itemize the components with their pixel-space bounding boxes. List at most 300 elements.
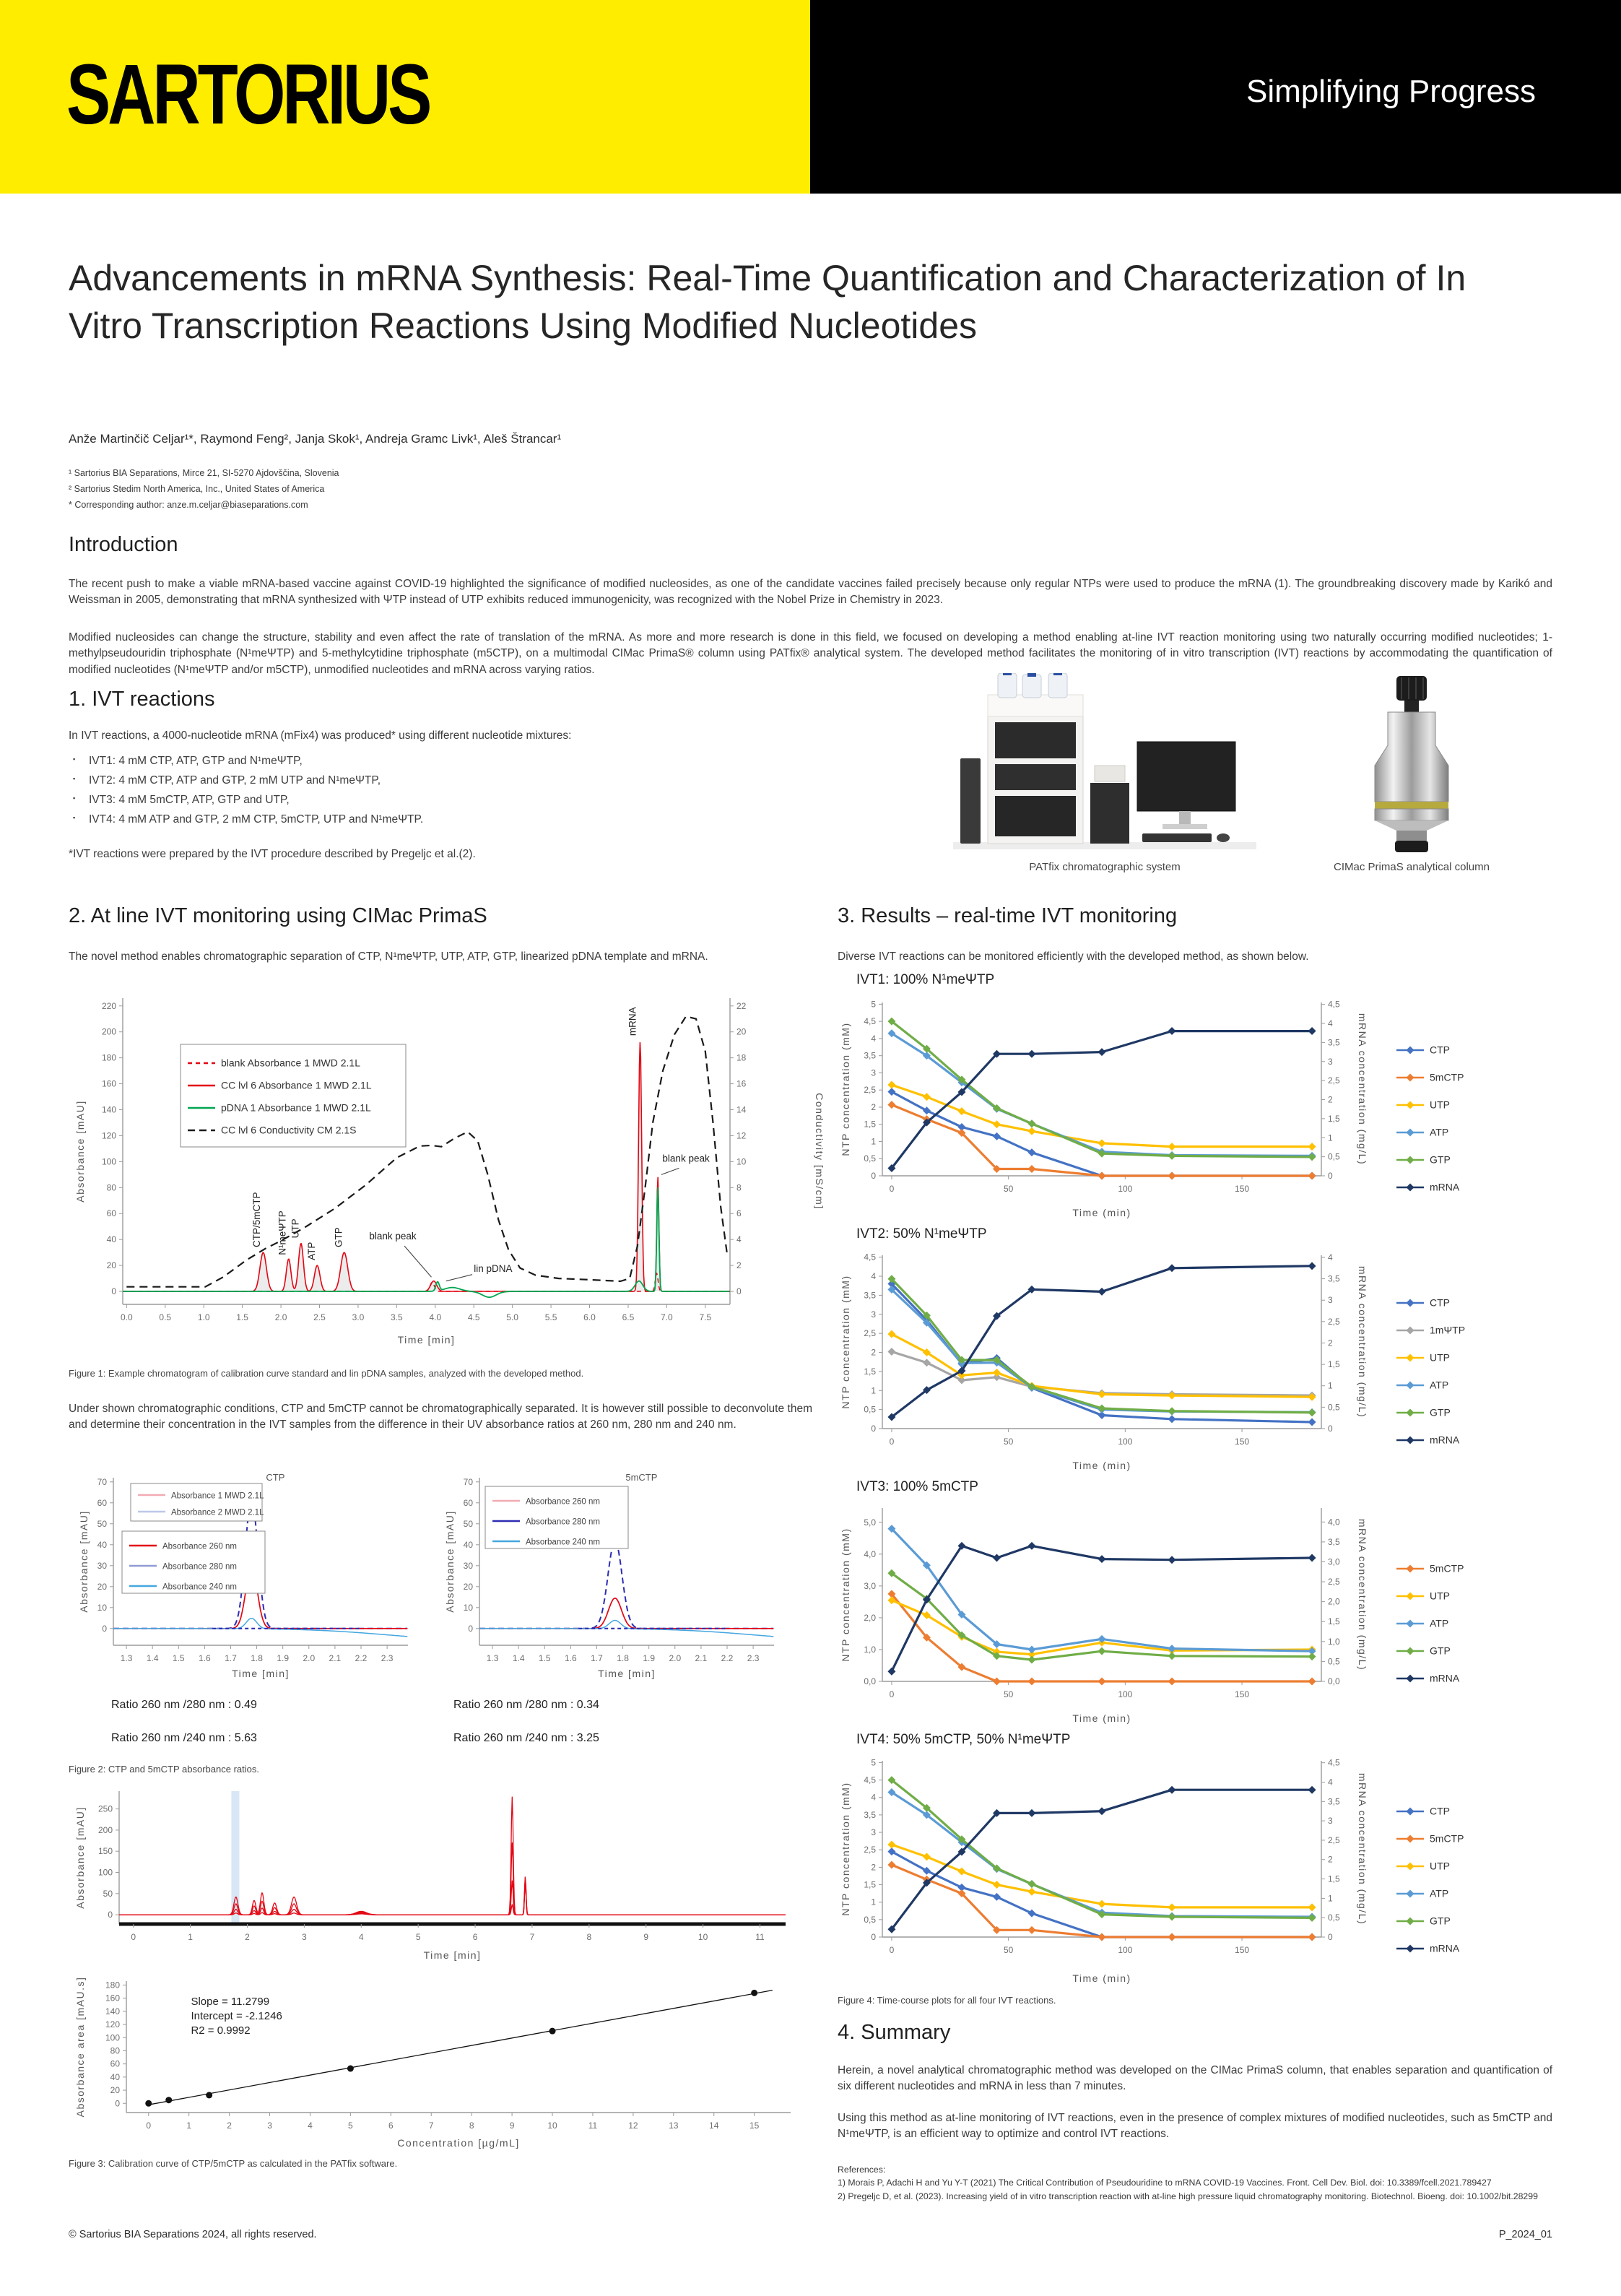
svg-text:mRNA concentration (mg/L): mRNA concentration (mg/L) — [1357, 1772, 1368, 1925]
svg-text:R2 = 0.9992: R2 = 0.9992 — [191, 2024, 251, 2037]
svg-text:100: 100 — [105, 2032, 120, 2043]
affiliation-3: * Corresponding author: anze.m.celjar@biaseparations.com — [69, 499, 308, 510]
svg-text:3.0: 3.0 — [352, 1312, 365, 1322]
references-label: References: — [838, 2165, 886, 2175]
patfix-system-image — [953, 673, 1256, 854]
svg-text:N¹meΨTP: N¹meΨTP — [277, 1210, 288, 1255]
svg-text:0: 0 — [146, 2120, 152, 2131]
svg-text:1.5: 1.5 — [236, 1312, 248, 1322]
svg-text:5.0: 5.0 — [506, 1312, 518, 1322]
svg-text:60: 60 — [106, 1208, 116, 1219]
svg-text:60: 60 — [97, 1497, 107, 1508]
svg-text:1.3: 1.3 — [120, 1653, 133, 1663]
svg-text:0: 0 — [889, 1689, 895, 1699]
svg-text:1,5: 1,5 — [864, 1366, 876, 1377]
svg-text:1mΨTP: 1mΨTP — [1430, 1324, 1466, 1336]
svg-text:1,0: 1,0 — [1328, 1636, 1340, 1647]
figure2-5mctp-chart — [442, 1466, 781, 1683]
svg-text:2: 2 — [871, 1347, 876, 1358]
svg-text:1.9: 1.9 — [643, 1653, 656, 1663]
svg-text:4,5: 4,5 — [1328, 999, 1340, 1010]
poster-title: Advancements in mRNA Synthesis: Real-Time Quantification and Characterization of In Vitro Transcription Reactions Using Modified Nucleotides — [69, 258, 1466, 346]
svg-text:4: 4 — [358, 1932, 364, 1942]
svg-text:5: 5 — [871, 1757, 876, 1768]
svg-text:1: 1 — [871, 1136, 876, 1147]
svg-text:50: 50 — [97, 1518, 107, 1529]
svg-text:UTP: UTP — [1430, 1860, 1450, 1872]
svg-text:2: 2 — [1328, 1854, 1333, 1865]
svg-text:3: 3 — [1328, 1056, 1333, 1067]
svg-text:80: 80 — [106, 1182, 116, 1193]
svg-text:CTP: CTP — [1430, 1044, 1450, 1056]
svg-text:6: 6 — [388, 2120, 394, 2131]
svg-text:GTP: GTP — [1430, 1153, 1451, 1166]
svg-text:1.6: 1.6 — [565, 1653, 577, 1663]
svg-text:8: 8 — [586, 1932, 592, 1942]
svg-text:2: 2 — [245, 1932, 250, 1942]
section2-heading: 2. At line IVT monitoring using CIMac PrimaS — [69, 904, 487, 927]
svg-text:140: 140 — [105, 2006, 120, 2016]
svg-text:Conductivity [mS/cm]: Conductivity [mS/cm] — [814, 1093, 825, 1210]
ivt3-chart — [838, 1496, 1560, 1728]
svg-text:4: 4 — [1328, 1777, 1333, 1788]
svg-text:50: 50 — [1003, 1184, 1014, 1194]
svg-text:8: 8 — [469, 2120, 474, 2131]
svg-text:0: 0 — [115, 2098, 120, 2109]
svg-text:Absorbance 280 nm: Absorbance 280 nm — [526, 1517, 600, 1527]
svg-text:1.7: 1.7 — [225, 1653, 237, 1663]
svg-text:4.5: 4.5 — [467, 1312, 480, 1322]
svg-text:0: 0 — [871, 1171, 876, 1181]
svg-text:Concentration [µg/mL]: Concentration [µg/mL] — [397, 2137, 520, 2149]
svg-text:4.0: 4.0 — [429, 1312, 442, 1322]
svg-text:2,0: 2,0 — [1328, 1596, 1340, 1607]
svg-text:NTP concentration (mM): NTP concentration (mM) — [840, 1275, 851, 1409]
svg-text:6: 6 — [736, 1208, 742, 1219]
svg-text:5.5: 5.5 — [544, 1312, 557, 1322]
figure4-caption: Figure 4: Time-course plots for all four IVT reactions. — [838, 1995, 1056, 2006]
svg-text:mRNA: mRNA — [1430, 1942, 1460, 1954]
svg-text:160: 160 — [105, 1993, 120, 2003]
svg-text:60: 60 — [463, 1497, 473, 1508]
svg-text:3,5: 3,5 — [864, 1290, 876, 1301]
svg-text:UTP: UTP — [1430, 1590, 1450, 1602]
figure1-chromatogram — [72, 988, 827, 1349]
svg-text:20: 20 — [463, 1581, 473, 1592]
svg-text:Absorbance 2 MWD 2.1L: Absorbance 2 MWD 2.1L — [171, 1508, 264, 1517]
ctp-ratio-280: Ratio 260 nm /280 nm : 0.49 — [111, 1699, 257, 1711]
summary-paragraph-2: Using this method as at-line monitoring of IVT reactions, even in the presence of complex mixtures of modified nucleotides, such as 5mCTP and N¹meΨTP, is an efficient way to optimize and control IVT reactions. — [838, 2112, 1552, 2141]
svg-text:1.0: 1.0 — [197, 1312, 210, 1322]
footer-copyright: © Sartorius BIA Separations 2024, all rights reserved. — [69, 2229, 317, 2240]
svg-text:3,0: 3,0 — [864, 1580, 876, 1591]
svg-text:3: 3 — [302, 1932, 307, 1942]
svg-text:1.3: 1.3 — [486, 1653, 499, 1663]
footer-document-code: P_2024_01 — [1498, 2229, 1552, 2240]
svg-text:20: 20 — [106, 1260, 116, 1271]
svg-text:Absorbance [mAU]: Absorbance [mAU] — [74, 1100, 86, 1203]
svg-text:4: 4 — [308, 2120, 313, 2131]
svg-text:Absorbance 280 nm: Absorbance 280 nm — [162, 1562, 237, 1572]
ivt2-chart — [838, 1244, 1560, 1475]
svg-text:12: 12 — [628, 2120, 638, 2131]
svg-text:2,5: 2,5 — [864, 1085, 876, 1096]
svg-text:Absorbance 260 nm: Absorbance 260 nm — [162, 1542, 237, 1551]
svg-text:1.4: 1.4 — [512, 1653, 525, 1663]
section4-heading: 4. Summary — [838, 2021, 951, 2044]
svg-text:7.5: 7.5 — [699, 1312, 712, 1322]
svg-text:3,5: 3,5 — [1328, 1796, 1340, 1807]
list-item: ▪ IVT3: 4 mM 5mCTP, ATP, GTP and UTP, — [89, 794, 928, 807]
svg-text:mRNA: mRNA — [1430, 1181, 1460, 1193]
svg-text:1.9: 1.9 — [277, 1653, 290, 1663]
svg-text:10: 10 — [736, 1156, 747, 1167]
svg-text:2,5: 2,5 — [1328, 1834, 1340, 1845]
svg-text:5mCTP: 5mCTP — [625, 1472, 658, 1483]
svg-text:1.8: 1.8 — [251, 1653, 263, 1663]
intro-heading: Introduction — [69, 533, 178, 556]
svg-text:3,5: 3,5 — [1328, 1037, 1340, 1048]
svg-text:10: 10 — [463, 1602, 473, 1613]
svg-text:2,5: 2,5 — [1328, 1316, 1340, 1327]
ivt4-chart — [838, 1749, 1560, 1988]
svg-text:GTP: GTP — [1430, 1915, 1451, 1927]
svg-text:0: 0 — [468, 1623, 473, 1634]
svg-text:3: 3 — [267, 2120, 272, 2131]
svg-text:20: 20 — [110, 2085, 120, 2096]
svg-text:2,5: 2,5 — [1328, 1577, 1340, 1587]
svg-text:5: 5 — [348, 2120, 353, 2131]
svg-text:2.0: 2.0 — [669, 1653, 682, 1663]
ivt1-chart — [838, 991, 1560, 1222]
svg-text:100: 100 — [1118, 1184, 1133, 1194]
svg-text:80: 80 — [110, 2045, 120, 2056]
svg-text:4,0: 4,0 — [864, 1548, 876, 1559]
svg-text:50: 50 — [103, 1888, 113, 1899]
svg-text:0: 0 — [102, 1623, 107, 1634]
svg-text:0: 0 — [1328, 1171, 1333, 1181]
svg-text:3,5: 3,5 — [1328, 1536, 1340, 1547]
reference-2: 2) Pregeljc D, et al. (2023). Increasing yield of in vitro transcription reaction with at-line high pressure liquid chromatography monitoring. Biotechnol. Bioeng. doi: 10.1002/bit.28299 — [838, 2191, 1538, 2201]
svg-text:Absorbance 260 nm: Absorbance 260 nm — [526, 1497, 600, 1507]
svg-text:0: 0 — [108, 1910, 113, 1920]
svg-text:2: 2 — [227, 2120, 232, 2131]
svg-text:Time (min): Time (min) — [1072, 1460, 1131, 1471]
svg-text:8: 8 — [736, 1182, 742, 1193]
svg-text:1: 1 — [871, 1385, 876, 1396]
references-block — [838, 2163, 1552, 2203]
svg-text:1.4: 1.4 — [146, 1653, 159, 1663]
svg-text:9: 9 — [509, 2120, 515, 2131]
ctp-ratio-240: Ratio 260 nm /240 nm : 5.63 — [111, 1732, 257, 1744]
svg-text:14: 14 — [709, 2120, 719, 2131]
svg-text:1.6: 1.6 — [199, 1653, 211, 1663]
section2-paragraph-1: The novel method enables chromatographic separation of CTP, N¹meΨTP, UTP, ATP, GTP, linearized pDNA template and mRNA. — [69, 950, 708, 963]
svg-text:4: 4 — [1328, 1252, 1333, 1262]
figure3-caption: Figure 3: Calibration curve of CTP/5mCTP as calculated in the PATfix software. — [69, 2158, 398, 2169]
svg-text:1.7: 1.7 — [591, 1653, 603, 1663]
svg-text:2: 2 — [1328, 1338, 1333, 1348]
svg-text:220: 220 — [101, 1000, 116, 1011]
svg-text:1: 1 — [1328, 1893, 1333, 1904]
figure2-caption: Figure 2: CTP and 5mCTP absorbance ratios. — [69, 1764, 259, 1775]
svg-text:3: 3 — [1328, 1816, 1333, 1827]
svg-text:3: 3 — [1328, 1295, 1333, 1306]
svg-text:2: 2 — [1328, 1094, 1333, 1105]
brand-tagline: Simplifying Progress — [1246, 74, 1536, 109]
svg-text:ATP: ATP — [1430, 1126, 1449, 1138]
svg-text:Absorbance 240 nm: Absorbance 240 nm — [526, 1538, 600, 1547]
svg-text:2.1: 2.1 — [695, 1653, 708, 1663]
svg-text:0: 0 — [111, 1286, 116, 1297]
svg-text:20: 20 — [736, 1026, 747, 1037]
svg-text:mRNA concentration (mg/L): mRNA concentration (mg/L) — [1357, 1265, 1368, 1418]
svg-text:pDNA 1 Absorbance 1 MWD 2.1L: pDNA 1 Absorbance 1 MWD 2.1L — [221, 1101, 371, 1114]
list-item: ▪ IVT1: 4 mM CTP, ATP, GTP and N¹meΨTP, — [89, 755, 928, 768]
svg-text:2.0: 2.0 — [303, 1653, 316, 1663]
svg-text:5mCTP: 5mCTP — [1430, 1832, 1464, 1845]
svg-text:7.0: 7.0 — [661, 1312, 673, 1322]
svg-text:3,5: 3,5 — [864, 1050, 876, 1061]
svg-text:5,0: 5,0 — [864, 1517, 876, 1528]
svg-text:5: 5 — [415, 1932, 421, 1942]
svg-text:50: 50 — [1003, 1945, 1014, 1955]
svg-text:Absorbance 240 nm: Absorbance 240 nm — [162, 1582, 237, 1592]
svg-text:70: 70 — [463, 1476, 473, 1487]
svg-text:0: 0 — [871, 1932, 876, 1942]
svg-text:200: 200 — [97, 1824, 113, 1835]
svg-text:NTP concentration (mM): NTP concentration (mM) — [840, 1782, 851, 1916]
affiliations — [69, 466, 339, 514]
svg-text:UTP: UTP — [290, 1218, 301, 1239]
svg-text:0: 0 — [736, 1286, 742, 1297]
svg-text:120: 120 — [105, 2019, 120, 2030]
ivt-mixtures-list — [69, 748, 928, 833]
svg-text:1.5: 1.5 — [538, 1653, 551, 1663]
patfix-caption: PATfix chromatographic system — [1029, 861, 1181, 873]
svg-text:4: 4 — [871, 1033, 876, 1044]
affiliation-2: ² Sartorius Stedim North America, Inc., United States of America — [69, 483, 325, 494]
svg-text:1,5: 1,5 — [1328, 1873, 1340, 1884]
svg-text:6.0: 6.0 — [583, 1312, 596, 1322]
svg-text:2: 2 — [871, 1862, 876, 1873]
svg-text:1,5: 1,5 — [864, 1119, 876, 1130]
svg-text:150: 150 — [1235, 1689, 1250, 1699]
svg-text:1,0: 1,0 — [864, 1644, 876, 1655]
svg-text:0.5: 0.5 — [159, 1312, 172, 1322]
svg-text:18: 18 — [736, 1052, 747, 1063]
svg-text:2,0: 2,0 — [864, 1612, 876, 1623]
figure3-calibration-chart — [72, 1975, 823, 2152]
svg-text:4,5: 4,5 — [1328, 1757, 1340, 1768]
svg-text:13: 13 — [669, 2120, 679, 2131]
buffer-bottles — [998, 673, 1067, 698]
svg-text:4: 4 — [871, 1271, 876, 1282]
svg-text:1: 1 — [188, 1932, 193, 1942]
svg-text:GTP: GTP — [1430, 1406, 1451, 1418]
svg-text:10: 10 — [97, 1602, 107, 1613]
svg-text:0,0: 0,0 — [1328, 1676, 1340, 1686]
svg-text:3: 3 — [871, 1309, 876, 1320]
svg-text:Time [min]: Time [min] — [598, 1668, 656, 1679]
svg-text:1.8: 1.8 — [617, 1653, 629, 1663]
svg-text:2,5: 2,5 — [1328, 1075, 1340, 1086]
svg-text:60: 60 — [110, 2058, 120, 2069]
svg-text:blank peak: blank peak — [662, 1153, 710, 1164]
svg-text:100: 100 — [1118, 1437, 1133, 1447]
svg-text:ATP: ATP — [306, 1242, 318, 1260]
svg-text:0,0: 0,0 — [864, 1676, 876, 1686]
svg-text:0,5: 0,5 — [1328, 1912, 1340, 1923]
svg-text:Intercept = -2.1246: Intercept = -2.1246 — [191, 2009, 282, 2022]
svg-text:2: 2 — [871, 1101, 876, 1112]
ivt3-label: IVT3: 100% 5mCTP — [856, 1479, 978, 1494]
svg-text:180: 180 — [101, 1052, 116, 1063]
svg-text:lin pDNA: lin pDNA — [474, 1263, 513, 1275]
svg-text:mRNA: mRNA — [627, 1007, 638, 1036]
svg-text:Time [min]: Time [min] — [397, 1334, 456, 1346]
svg-text:150: 150 — [1235, 1437, 1250, 1447]
svg-text:30: 30 — [97, 1560, 107, 1571]
svg-text:40: 40 — [106, 1234, 116, 1245]
svg-text:16: 16 — [736, 1078, 747, 1089]
svg-text:Absorbance 1 MWD 2.1L: Absorbance 1 MWD 2.1L — [171, 1491, 264, 1501]
svg-text:50: 50 — [1003, 1689, 1014, 1699]
svg-text:2.2: 2.2 — [355, 1653, 368, 1663]
svg-text:0: 0 — [1328, 1424, 1333, 1434]
svg-text:2,5: 2,5 — [864, 1845, 876, 1855]
svg-text:blank peak: blank peak — [369, 1231, 417, 1242]
list-item: ▪ IVT4: 4 mM ATP and GTP, 2 mM CTP, 5mCTP, UTP and N¹meΨTP. — [89, 813, 928, 826]
svg-text:100: 100 — [101, 1156, 116, 1167]
svg-text:ATP: ATP — [1430, 1887, 1449, 1899]
svg-text:0,5: 0,5 — [864, 1153, 876, 1164]
svg-text:CTP: CTP — [266, 1472, 285, 1483]
svg-text:4,5: 4,5 — [864, 1252, 876, 1262]
svg-text:100: 100 — [97, 1867, 113, 1878]
section1-heading: 1. IVT reactions — [69, 688, 215, 711]
affiliation-1: ¹ Sartorius BIA Separations, Mirce 21, SI-5270 Ajdovščina, Slovenia — [69, 468, 339, 478]
svg-text:11: 11 — [755, 1932, 765, 1942]
svg-text:3,5: 3,5 — [864, 1809, 876, 1820]
svg-text:4,0: 4,0 — [1328, 1517, 1340, 1528]
svg-text:100: 100 — [1118, 1689, 1133, 1699]
svg-text:Time (min): Time (min) — [1072, 1207, 1131, 1218]
svg-text:200: 200 — [101, 1026, 116, 1037]
svg-text:120: 120 — [101, 1130, 116, 1141]
svg-text:mRNA: mRNA — [1430, 1434, 1460, 1446]
svg-text:7: 7 — [428, 2120, 434, 2131]
svg-text:70: 70 — [97, 1476, 107, 1487]
section1-footnote: *IVT reactions were prepared by the IVT procedure described by Pregeljc et al.(2). — [69, 848, 476, 860]
figure1-caption: Figure 1: Example chromatogram of calibration curve standard and lin pDNA samples, analyzed with the developed method. — [69, 1368, 584, 1379]
list-item: ▪ IVT2: 4 mM CTP, ATP and GTP, 2 mM UTP and N¹meΨTP, — [89, 774, 928, 787]
svg-text:4: 4 — [871, 1792, 876, 1803]
svg-text:3.5: 3.5 — [391, 1312, 403, 1322]
svg-text:2.2: 2.2 — [721, 1653, 734, 1663]
svg-text:2.1: 2.1 — [329, 1653, 342, 1663]
intro-paragraph-2: Modified nucleosides can change the structure, stability and even affect the rate of translation of the mRNA. As more and more research is done in this field, we focused on developing a method enabling at-line IVT reaction monitoring using two naturally occurring modified nucleotides; 1-methylpseudouridin triphosphate (N¹meΨTP) and 5-methylcytidine triphosphate (m5CTP), on a multimodal CIMac PrimaS® column using PATfix® analytical system. The developed method facilitates the monitoring of in vitro transcription (IVT) reactions by accommodating the quantification of modified nucleotides (N¹meΨTP and/or m5CTP), unmodified nucleotides and mRNA across varying ratios. — [69, 631, 1552, 676]
svg-text:14: 14 — [736, 1104, 747, 1115]
svg-text:CTP/5mCTP: CTP/5mCTP — [251, 1192, 263, 1247]
svg-text:Absorbance [mAU]: Absorbance [mAU] — [444, 1510, 456, 1613]
header-banner — [0, 0, 1621, 194]
summary-paragraph-1: Herein, a novel analytical chromatographic method was developed on the CIMac PrimaS column, that enables separation and quantification of six different nucleotides and mRNA in less than 7 minutes. — [838, 2064, 1552, 2093]
svg-text:3: 3 — [871, 1067, 876, 1078]
column-caption: CIMac PrimaS analytical column — [1334, 861, 1490, 873]
svg-text:6: 6 — [472, 1932, 478, 1942]
svg-text:CC lvl 6 Absorbance 1 MWD 2.1L: CC lvl 6 Absorbance 1 MWD 2.1L — [221, 1079, 372, 1091]
svg-text:3,0: 3,0 — [1328, 1556, 1340, 1567]
svg-text:5mCTP: 5mCTP — [1430, 1562, 1464, 1574]
svg-text:NTP concentration (mM): NTP concentration (mM) — [840, 1528, 851, 1662]
brand-yellow-block — [0, 0, 810, 194]
ivt2-label: IVT2: 50% N¹meΨTP — [856, 1226, 987, 1242]
svg-text:100: 100 — [1118, 1945, 1133, 1955]
ivt4-label: IVT4: 50% 5mCTP, 50% N¹meΨTP — [856, 1732, 1071, 1747]
svg-text:1: 1 — [186, 2120, 192, 2131]
svg-text:1.5: 1.5 — [172, 1653, 185, 1663]
svg-text:ATP: ATP — [1430, 1379, 1449, 1391]
intro-paragraph-1: The recent push to make a viable mRNA-based vaccine against COVID-19 highlighted the significance of modified nucleosides, as one of the candidate vaccines failed precisely because only regular NTPs were used to produce the mRNA (1). The groundbreaking discovery made by Karikó and Weissman in 2005, demonstrating that mRNA synthesized with ΨTP instead of UTP exhibits reduced immunogenicity, was recognized with the Nobel Prize in Chemistry in 2023. — [69, 578, 1552, 607]
svg-text:1: 1 — [1328, 1132, 1333, 1143]
svg-text:150: 150 — [1235, 1184, 1250, 1194]
svg-text:9: 9 — [643, 1932, 649, 1942]
svg-text:0: 0 — [131, 1932, 136, 1942]
authors-line: Anže Martinčič Celjar¹*, Raymond Feng², Janja Skok¹, Andreja Gramc Livk¹, Aleš Štrancar¹ — [69, 432, 562, 446]
reference-1: 1) Morais P, Adachi H and Yu Y-T (2021) The Critical Contribution of Pseudouridine to mRNA COVID-19 Vaccines. Front. Cell Dev. Biol. doi: 10.3389/fcell.2021.789427 — [838, 2178, 1492, 2188]
svg-text:11: 11 — [588, 2120, 598, 2131]
svg-text:50: 50 — [463, 1518, 473, 1529]
svg-text:22: 22 — [736, 1000, 747, 1011]
section3-paragraph-1: Diverse IVT reactions can be monitored efficiently with the developed method, as shown below. — [838, 950, 1309, 963]
svg-text:Time (min): Time (min) — [1072, 1712, 1131, 1724]
svg-text:UTP: UTP — [1430, 1351, 1450, 1364]
svg-text:1,5: 1,5 — [1328, 1616, 1340, 1627]
svg-text:5: 5 — [871, 999, 876, 1010]
svg-text:6.5: 6.5 — [622, 1312, 635, 1322]
svg-text:10: 10 — [697, 1932, 708, 1942]
svg-text:GTP: GTP — [333, 1227, 344, 1247]
svg-text:2: 2 — [736, 1260, 742, 1271]
svg-text:ATP: ATP — [1430, 1617, 1449, 1629]
overlay-chromatogram — [72, 1784, 823, 1964]
ivt1-label: IVT1: 100% N¹meΨTP — [856, 972, 995, 987]
svg-text:0: 0 — [871, 1424, 876, 1434]
svg-text:blank Absorbance 1 MWD 2.1L: blank Absorbance 1 MWD 2.1L — [221, 1057, 360, 1069]
svg-text:15: 15 — [749, 2120, 760, 2131]
sartorius-logo: SARTORIUS — [66, 46, 430, 142]
svg-text:250: 250 — [97, 1803, 113, 1814]
svg-text:160: 160 — [101, 1078, 116, 1089]
svg-text:Absorbance [mAU]: Absorbance [mAU] — [74, 1806, 86, 1909]
svg-text:Absorbance [mAU]: Absorbance [mAU] — [78, 1510, 90, 1613]
figure2-ctp-chart — [76, 1466, 415, 1683]
svg-text:0: 0 — [889, 1945, 895, 1955]
section1-lead: In IVT reactions, a 4000-nucleotide mRNA (mFix4) was produced* using different nucleotide mixtures: — [69, 729, 572, 742]
svg-text:0,5: 0,5 — [864, 1404, 876, 1415]
svg-text:GTP: GTP — [1430, 1645, 1451, 1657]
svg-text:1,5: 1,5 — [1328, 1113, 1340, 1124]
svg-text:12: 12 — [736, 1130, 747, 1141]
svg-text:5mCTP: 5mCTP — [1430, 1071, 1464, 1083]
svg-text:40: 40 — [97, 1539, 107, 1550]
section3-heading: 3. Results – real-time IVT monitoring — [838, 904, 1178, 927]
svg-text:Absorbance area [mAU.s]: Absorbance area [mAU.s] — [74, 1976, 86, 2118]
cimac-column-image — [1321, 670, 1502, 857]
svg-text:30: 30 — [463, 1560, 473, 1571]
svg-text:2.5: 2.5 — [313, 1312, 326, 1322]
